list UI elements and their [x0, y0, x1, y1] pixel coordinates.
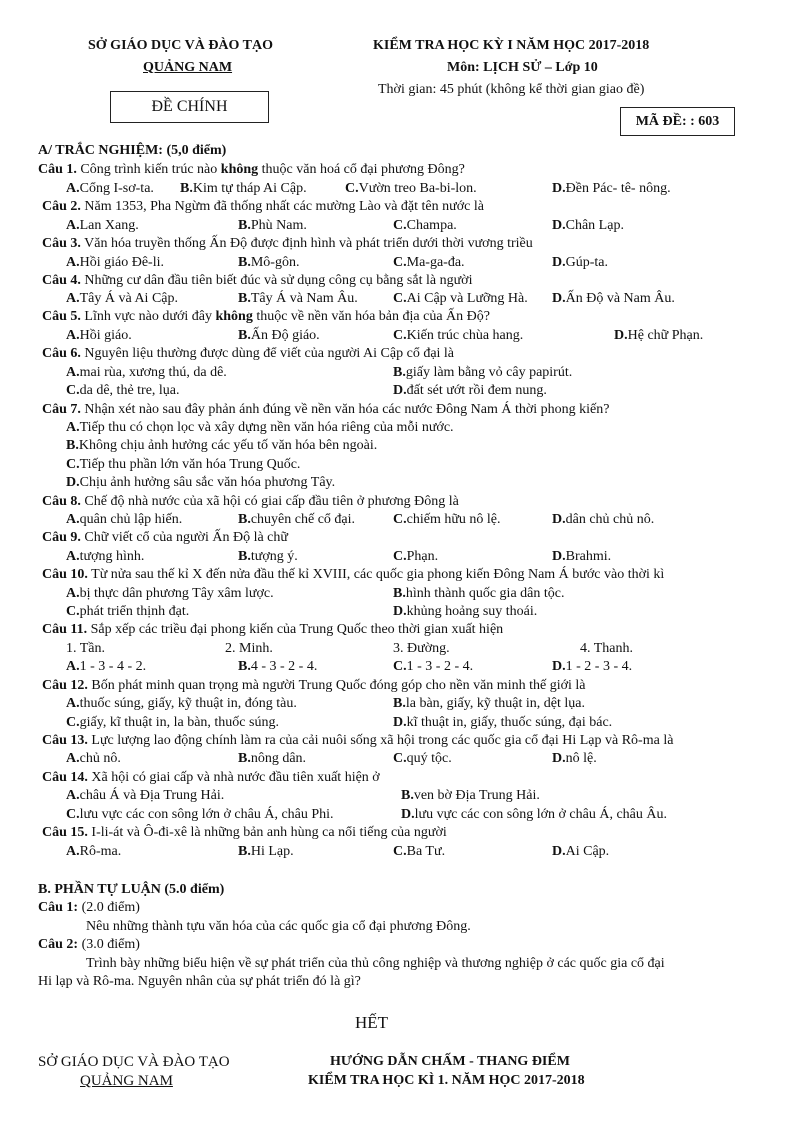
option-3c: C.Ma-ga-đa. — [393, 255, 465, 270]
option-14c: C.lưu vực các con sông lớn ở châu Á, châu Phi. — [66, 807, 334, 822]
option-5d: D.Hệ chữ Phạn. — [614, 328, 704, 343]
question-14: Câu 14. Xã hội có giai cấp và nhà nước đầu tiên xuất hiện ở — [42, 770, 380, 785]
question-label: Câu 1. — [38, 162, 77, 177]
option-14a: A.châu Á và Địa Trung Hải. — [66, 788, 225, 803]
option-2c: C.Champa. — [393, 218, 457, 233]
list-item: 4. Thanh. — [580, 641, 634, 656]
footer-guide-title: HƯỚNG DẪN CHẤM - THANG ĐIỂM — [330, 1054, 570, 1069]
footer-exam-title: KIỂM TRA HỌC KÌ 1. NĂM HỌC 2017-2018 — [308, 1073, 585, 1088]
end-marker: HẾT — [355, 1013, 389, 1032]
option-5c: C.Kiến trúc chùa hang. — [393, 328, 524, 343]
option-10b: B.hình thành quốc gia dân tộc. — [393, 586, 565, 601]
option-9c: C.Phạn. — [393, 549, 439, 564]
option-14d: D.lưu vực các con sông lớn ở châu Á, châu Âu. — [401, 807, 667, 822]
option-13d: D.nô lệ. — [552, 751, 597, 766]
question-11: Câu 11. Sắp xếp các triều đại phong kiến của Trung Quốc theo thời gian xuất hiện — [42, 622, 504, 637]
question-5: Câu 5. Lĩnh vực nào dưới đây không thuộc về nền văn hóa bản địa của Ấn Độ? — [42, 309, 490, 324]
question-2: Câu 2. Năm 1353, Pha Ngừm đã thống nhất các mường Lào và đặt tên nước là — [42, 199, 484, 214]
option-10c: C.phát triển thịnh đạt. — [66, 604, 190, 619]
time-line: Thời gian: 45 phút (không kể thời gian giao đề) — [378, 82, 645, 97]
question-6: Câu 6. Nguyên liệu thường được dùng để viết của người Ai Cập cổ đại là — [42, 346, 455, 361]
question-10: Câu 10. Từ nửa sau thế kỉ X đến nửa đầu thế kỉ XVIII, các quốc gia phong kiến Đông Nam Á bước vào thời kì — [42, 567, 665, 582]
question-stem-emphasis: không — [220, 162, 259, 177]
option-15b: B.Hi Lạp. — [238, 844, 294, 859]
option-3a: A.Hồi giáo Đê-li. — [66, 255, 164, 270]
option-5b: B.Ấn Độ giáo. — [238, 328, 320, 343]
footer-department: SỞ GIÁO DỤC VÀ ĐÀO TẠO — [38, 1054, 230, 1070]
question-8: Câu 8. Chế độ nhà nước của xã hội có giai cấp đầu tiên ở phương Đông là — [42, 494, 459, 509]
footer-province: QUẢNG NAM — [80, 1073, 173, 1089]
official-exam-box — [110, 91, 269, 123]
option-4b: B.Tây Á và Nam Âu. — [238, 291, 358, 306]
option-11c: C.1 - 3 - 2 - 4. — [393, 659, 474, 674]
option-7b: B.Không chịu ảnh hưởng các yếu tố văn hóa bên ngoài. — [66, 438, 378, 453]
question-15: Câu 15. I-li-át và Ô-đi-xê là những bản anh hùng ca nổi tiếng của người — [42, 825, 447, 840]
option-1a: A.Cổng I-sơ-ta. — [66, 181, 154, 196]
option-3b: B.Mô-gôn. — [238, 255, 300, 270]
subject-line: Môn: LỊCH SỬ – Lớp 10 — [447, 60, 598, 75]
exam-code: MÃ ĐỀ: : 603 — [635, 114, 720, 129]
province-name: QUẢNG NAM — [143, 60, 233, 75]
question-stem: thuộc văn hoá cổ đại phương Đông? — [258, 162, 465, 177]
option-7c: C.Tiếp thu phần lớn văn hóa Trung Quốc. — [66, 457, 301, 472]
option-9d: D.Brahmi. — [552, 549, 612, 564]
option-13c: C.quý tộc. — [393, 751, 452, 766]
question-4: Câu 4. Những cư dân đầu tiên biết đúc và sử dụng công cụ bằng sắt là người — [42, 273, 473, 288]
essay-question-2: Câu 2: (3.0 điểm) — [38, 937, 140, 952]
option-10d: D.khủng hoảng suy thoái. — [393, 604, 538, 619]
department-name: SỞ GIÁO DỤC VÀ ĐÀO TẠO — [88, 38, 274, 53]
option-9b: B.tượng ý. — [238, 549, 298, 564]
option-1d: D.Đền Pác- tê- nông. — [552, 181, 671, 196]
official-label: ĐỀ CHÍNH — [151, 98, 228, 115]
option-2a: A.Lan Xang. — [66, 218, 139, 233]
option-3d: D.Gúp-ta. — [552, 255, 609, 270]
essay-question-1: Câu 1: (2.0 điểm) — [38, 900, 140, 915]
option-10a: A.bị thực dân phương Tây xâm lược. — [66, 586, 274, 601]
option-15d: D.Ai Cập. — [552, 844, 610, 859]
list-item: 3. Đường. — [393, 641, 450, 656]
question-stem-emphasis: không — [215, 309, 253, 324]
option-11a: A.1 - 3 - 4 - 2. — [66, 659, 147, 674]
option-12c: C.giấy, kĩ thuật in, la bàn, thuốc súng. — [66, 715, 279, 730]
option-4a: A.Tây Á và Ai Cập. — [66, 291, 178, 306]
option-12d: D.kĩ thuật in, giấy, thuốc súng, đại bác. — [393, 715, 613, 730]
exam-code-box — [620, 107, 735, 136]
question-12: Câu 12. Bốn phát minh quan trọng mà người Trung Quốc đóng góp cho nền văn minh thế giới là — [42, 678, 586, 693]
option-15a: A.Rô-ma. — [66, 844, 122, 859]
option-7a: A.Tiếp thu có chọn lọc và xây dựng nền văn hóa riêng của mỗi nước. — [66, 420, 454, 435]
option-6a: A.mai rùa, xương thú, da dê. — [66, 365, 227, 380]
question-stem: Công trình kiến trúc nào — [80, 162, 221, 177]
option-13b: B.nông dân. — [238, 751, 307, 766]
option-7d: D.Chịu ảnh hưởng sâu sắc văn hóa phương Tây. — [66, 475, 336, 490]
list-item: 1. Tần. — [66, 641, 106, 656]
question-1 — [38, 162, 465, 178]
section-a-title: A/ TRẮC NGHIỆM: (5,0 điểm) — [38, 143, 227, 158]
option-8a: A.quân chủ lập hiến. — [66, 512, 183, 527]
option-6b: B.giấy làm bằng vỏ cây papirút. — [393, 365, 573, 380]
option-8d: D.dân chủ chủ nô. — [552, 512, 655, 527]
essay-question-1-text: Nêu những thành tựu văn hóa của các quốc gia cổ đại phương Đông. — [86, 919, 471, 934]
exam-title: KIỂM TRA HỌC KỲ I NĂM HỌC 2017-2018 — [373, 38, 650, 53]
option-6d: D.đất sét ướt rồi đem nung. — [393, 383, 547, 398]
essay-question-2-text-cont: Hi lạp và Rô-ma. Nguyên nhân của sự phát triển đó là gì? — [38, 974, 361, 989]
option-1c: C.Vườn treo Ba-bi-lon. — [345, 181, 477, 196]
option-11b: B.4 - 3 - 2 - 4. — [238, 659, 318, 674]
option-4c: C.Ai Cập và Lưỡng Hà. — [393, 291, 528, 306]
option-12b: B.la bàn, giấy, kỹ thuật in, dệt lụa. — [393, 696, 585, 711]
question-7: Câu 7. Nhận xét nào sau đây phản ánh đúng về nền văn hóa các nước Đông Nam Á thời phong kiến? — [42, 402, 610, 417]
option-8c: C.chiếm hữu nô lệ. — [393, 512, 501, 527]
essay-question-2-text: Trình bày những biểu hiện về sự phát triển của thủ công nghiệp và thương nghiệp ở các quốc gia cổ đại — [86, 956, 665, 971]
question-13: Câu 13. Lực lượng lao động chính làm ra của cải nuôi sống xã hội trong các quốc gia cổ đại Hi Lạp và Rô-ma là — [42, 733, 674, 748]
option-12a: A.thuốc súng, giấy, kỹ thuật in, đóng tàu. — [66, 696, 297, 711]
option-8b: B.chuyên chế cổ đại. — [238, 512, 356, 527]
option-15c: C.Ba Tư. — [393, 844, 446, 859]
option-14b: B.ven bờ Địa Trung Hải. — [401, 788, 540, 803]
option-6c: C.da dê, thẻ tre, lụa. — [66, 383, 180, 398]
option-11d: D.1 - 2 - 3 - 4. — [552, 659, 633, 674]
option-2d: D.Chân Lạp. — [552, 218, 624, 233]
option-5a: A.Hồi giáo. — [66, 328, 132, 343]
option-9a: A.tượng hình. — [66, 549, 145, 564]
question-3: Câu 3. Văn hóa truyền thống Ấn Độ được định hình và phát triển dưới thời vương triều — [42, 236, 533, 251]
section-b-title: B. PHẦN TỰ LUẬN (5.0 điểm) — [38, 882, 225, 897]
question-9: Câu 9. Chữ viết cổ của người Ấn Độ là chữ — [42, 530, 288, 545]
option-2b: B.Phù Nam. — [238, 218, 307, 233]
list-item: 2. Minh. — [225, 641, 273, 656]
option-1b: B.Kim tự tháp Ai Cập. — [180, 181, 307, 196]
option-4d: D.Ấn Độ và Nam Âu. — [552, 291, 675, 306]
option-13a: A.chủ nô. — [66, 751, 121, 766]
